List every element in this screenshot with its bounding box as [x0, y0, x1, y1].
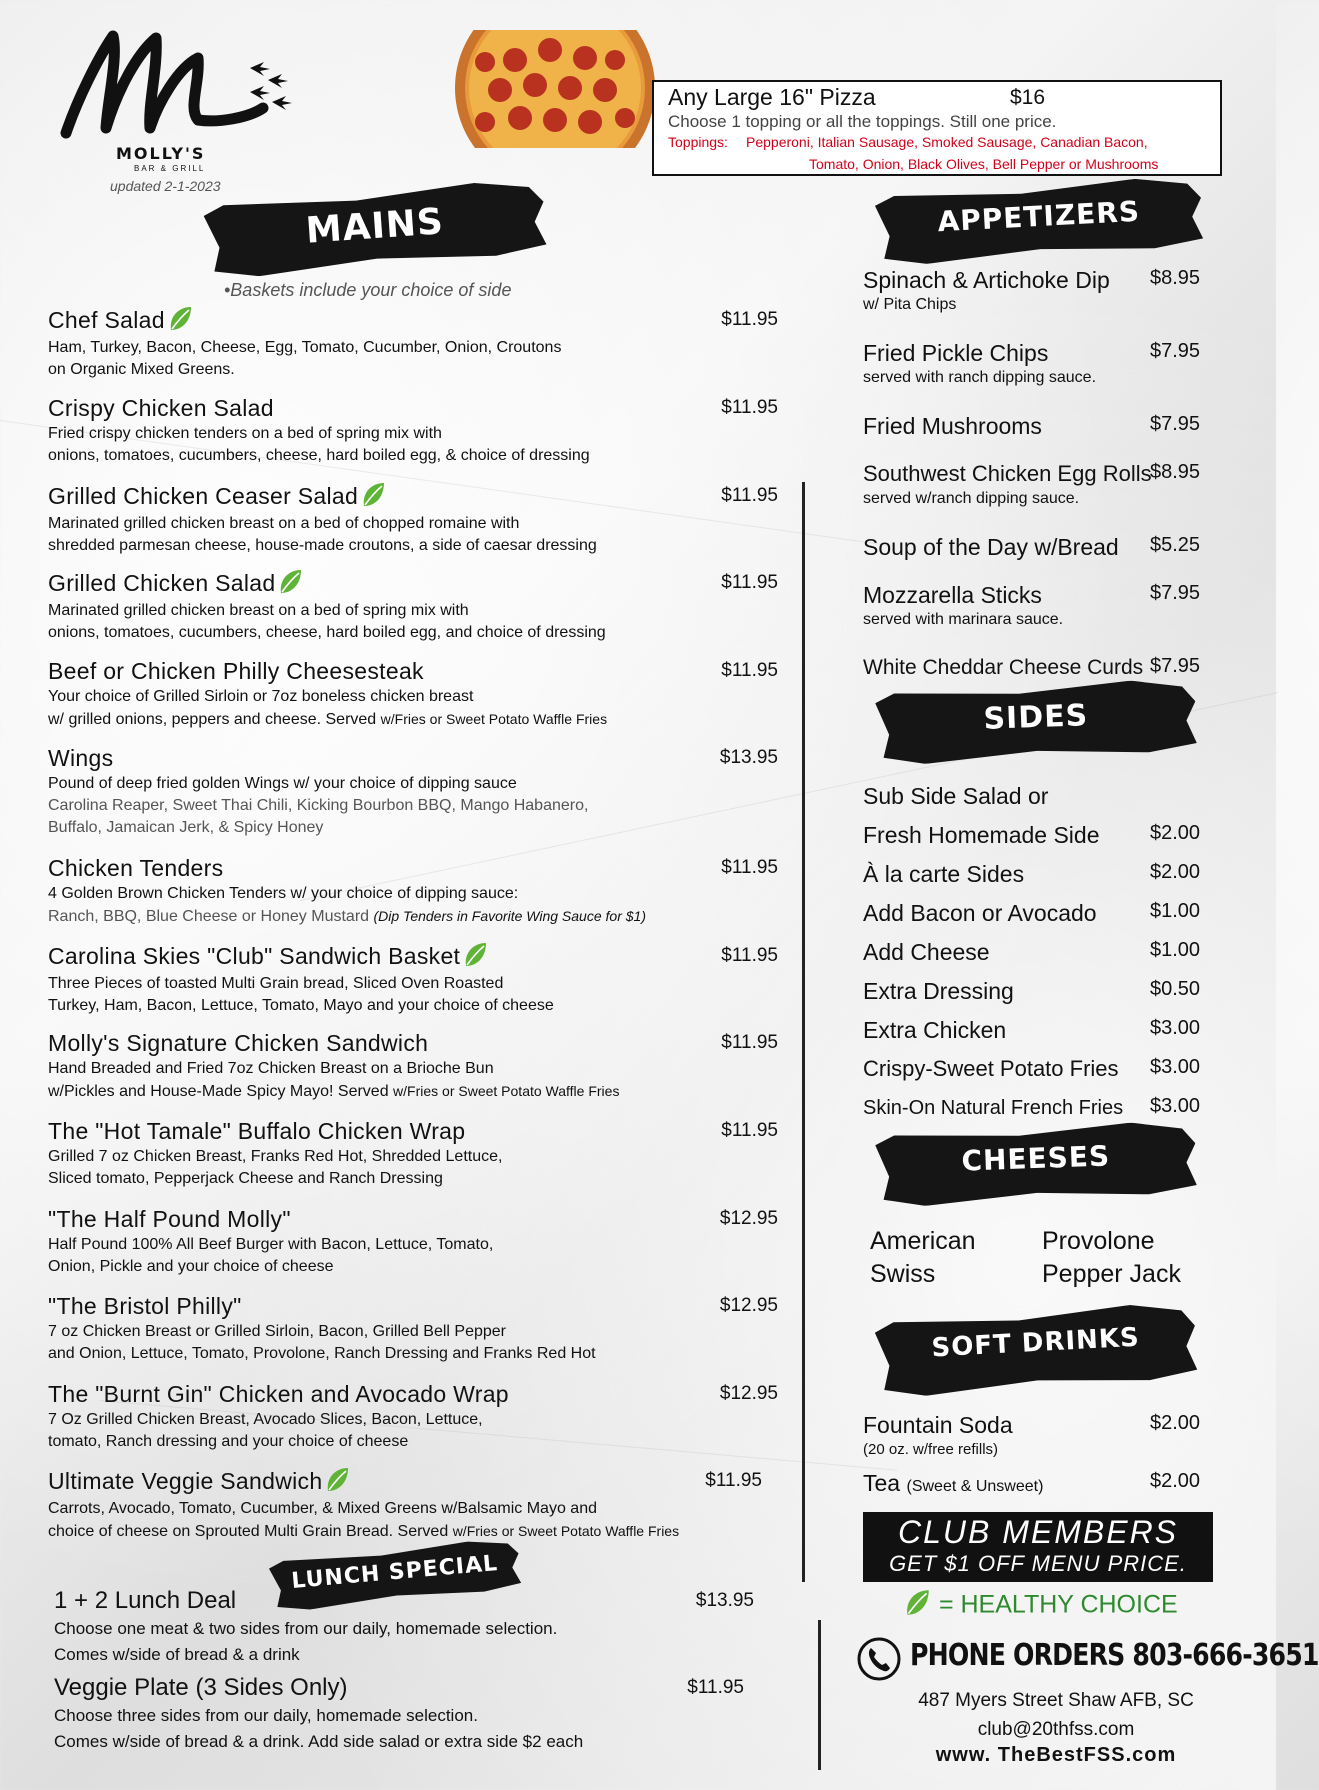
item-description-2: choice of cheese on Sprouted Multi Grain Bread. Served	[48, 1522, 449, 1540]
item-description: served with marinara sauce.	[863, 611, 1064, 628]
item-name: Southwest Chicken Egg Rolls	[863, 461, 1152, 486]
soft-drinks-banner	[874, 1302, 1198, 1399]
item-description-2: and Onion, Lettuce, Tomato, Provolone, Ranch Dressing and Franks Red Hot	[48, 1345, 596, 1362]
soft-drinks-heading: SOFT DRINKS	[930, 1322, 1141, 1364]
item-description-1: 4 Golden Brown Chicken Tenders w/ your choice of dipping sauce:	[48, 885, 519, 902]
item-name: Fried Mushrooms	[863, 413, 1042, 439]
toppings-label: Toppings:	[668, 134, 728, 150]
item-name: Tea	[863, 1470, 901, 1496]
item-price: $13.95	[695, 1590, 754, 1611]
club-members-title: CLUB MEMBERS	[897, 1514, 1179, 1550]
item-note: (20 oz. w/free refills)	[863, 1441, 999, 1458]
healthy-leaf-icon	[324, 1465, 350, 1495]
side-add-cheese	[863, 937, 1213, 967]
item-description: w/ Pita Chips	[863, 296, 957, 313]
mains-baskets-note: •Baskets include your choice of side	[224, 280, 512, 300]
menu-item-club-sandwich	[48, 941, 778, 1017]
item-price: $2.00	[1150, 861, 1201, 883]
side-sweet-potato-fries	[863, 1054, 1213, 1084]
item-price: $11.95	[721, 857, 778, 878]
menu-item-chicken-tenders	[48, 853, 778, 928]
healthy-leaf-icon	[167, 304, 193, 334]
wing-sauces-line-2: Buffalo, Jamaican Jerk, & Spicy Honey	[48, 819, 324, 836]
side-a-la-carte	[863, 859, 1213, 889]
toppings-list-line-1: Pepperoni, Italian Sausage, Smoked Sausage, Canadian Bacon,	[746, 134, 1148, 150]
item-price: $3.00	[1150, 1056, 1201, 1078]
drink-tea	[863, 1468, 1213, 1502]
item-name: Grilled Chicken Ceaser Salad	[48, 483, 359, 509]
item-name: Extra Chicken	[863, 1017, 1007, 1043]
item-name: Spinach & Artichoke Dip	[863, 267, 1110, 293]
item-description-1: Half Pound 100% All Beef Burger with Bacon, Lettuce, Tomato,	[48, 1236, 494, 1253]
appetizer-fried-pickle-chips	[863, 338, 1213, 388]
pizza-title: Any Large 16" Pizza	[668, 84, 876, 110]
menu-item-burnt-gin-wrap	[48, 1379, 778, 1453]
item-price: $11.95	[705, 1470, 762, 1491]
item-price: $11.95	[721, 485, 778, 506]
mollys-logo	[58, 28, 308, 198]
item-price: $7.95	[1150, 413, 1201, 435]
item-price: $7.95	[1150, 655, 1201, 677]
item-description-2: shredded parmesan cheese, house-made croutons, a side of caesar dressing	[48, 536, 597, 554]
item-price: $12.95	[719, 1208, 778, 1229]
address: 487 Myers Street Shaw AFB, SC	[918, 1690, 1194, 1711]
menu-item-wings	[48, 743, 778, 839]
menu-item-signature-chicken-sandwich	[48, 1028, 778, 1103]
item-price: $2.00	[1150, 822, 1201, 844]
item-price: $11.95	[721, 945, 778, 966]
item-price: $5.25	[1150, 534, 1201, 556]
side-fresh-homemade	[863, 820, 1213, 850]
brand-subtitle: BAR & GRILL	[134, 164, 206, 173]
item-name: Chicken Tenders	[48, 855, 224, 881]
item-name: Fried Pickle Chips	[863, 340, 1049, 366]
item-price: $3.00	[1150, 1017, 1201, 1039]
item-name: Extra Dressing	[863, 978, 1014, 1004]
item-description-2: on Organic Mixed Greens.	[48, 360, 235, 378]
pizza-price: $16	[1010, 86, 1046, 109]
menu-item-grilled-chicken-salad	[48, 568, 778, 644]
item-price: $8.95	[1150, 267, 1201, 289]
sides-banner	[875, 678, 1197, 765]
item-price: $8.95	[1150, 461, 1201, 483]
jets-icon	[250, 62, 292, 110]
sides-heading: SIDES	[982, 698, 1089, 737]
item-name: Add Cheese	[863, 939, 990, 965]
item-name: Add Bacon or Avocado	[863, 900, 1097, 926]
item-note: (Sweet & Unsweet)	[906, 1478, 1044, 1495]
item-name: Beef or Chicken Philly Cheesesteak	[48, 658, 424, 684]
item-price: $11.95	[721, 572, 778, 593]
item-description-2: onions, tomatoes, cucumbers, cheese, hard boiled egg, and choice of dressing	[48, 623, 606, 641]
item-description: served with ranch dipping sauce.	[863, 369, 1097, 386]
item-description-1: Three Pieces of toasted Multi Grain bread, Sliced Oven Roasted	[48, 974, 504, 992]
appetizer-spinach-artichoke-dip	[863, 265, 1213, 315]
item-description-1: Pound of deep fried golden Wings w/ your choice of dipping sauce	[48, 775, 517, 792]
menu-item-bristol-philly	[48, 1291, 778, 1365]
phone-icon	[856, 1636, 902, 1682]
updated-date: updated 2-1-2023	[110, 178, 221, 194]
item-description-1: Grilled 7 oz Chicken Breast, Franks Red Hot, Shredded Lettuce,	[48, 1148, 503, 1165]
item-name: Grilled Chicken Salad	[48, 570, 276, 596]
item-description-1: 7 Oz Grilled Chicken Breast, Avocado Slices, Bacon, Lettuce,	[48, 1411, 483, 1428]
item-price: $11.95	[721, 1120, 778, 1141]
item-price: $11.95	[687, 1677, 744, 1698]
item-name: Molly's Signature Chicken Sandwich	[48, 1030, 429, 1056]
item-description-2: Turkey, Ham, Bacon, Lettuce, Tomato, Mayo and your choice of cheese	[48, 996, 554, 1014]
item-name: The "Hot Tamale" Buffalo Chicken Wrap	[48, 1118, 466, 1144]
side-sub-side-salad	[863, 781, 1213, 811]
menu-item-half-pound-molly	[48, 1204, 778, 1278]
item-price: $11.95	[721, 309, 778, 330]
website-link[interactable]: www. TheBestFSS.com	[935, 1744, 1177, 1766]
item-price: $1.00	[1150, 900, 1201, 922]
item-name: Crispy-Sweet Potato Fries	[863, 1056, 1119, 1081]
item-name: Veggie Plate (3 Sides Only)	[54, 1674, 348, 1701]
item-description-1: 7 oz Chicken Breast or Grilled Sirloin, Bacon, Grilled Bell Pepper	[48, 1323, 506, 1340]
item-description-2: Comes w/side of bread & a drink	[54, 1645, 300, 1664]
item-name: White Cheddar Cheese Curds	[863, 656, 1144, 679]
item-description-2: Onion, Pickle and your choice of cheese	[48, 1258, 334, 1275]
cheeses-heading: CHEESES	[960, 1139, 1111, 1178]
m-logo-mark	[58, 28, 308, 148]
item-name: 1 + 2 Lunch Deal	[54, 1587, 237, 1614]
item-price: $13.95	[719, 747, 778, 768]
contact-block	[856, 1632, 1319, 1768]
item-description-2: w/ grilled onions, peppers and cheese. Served	[48, 711, 377, 728]
healthy-leaf-icon	[902, 1587, 932, 1619]
wing-sauces-line-1: Carolina Reaper, Sweet Thai Chili, Kicking Bourbon BBQ, Mango Habanero,	[48, 797, 589, 814]
phone-orders[interactable]: PHONE ORDERS 803-666-3651	[910, 1638, 1319, 1673]
item-name: Crispy Chicken Salad	[48, 395, 274, 421]
item-description-1: Fried crispy chicken tenders on a bed of spring mix with	[48, 425, 442, 442]
item-name: Chef Salad	[48, 307, 165, 333]
item-description-side-note: w/Fries or Sweet Potato Waffle Fries	[380, 711, 608, 727]
item-name: À la carte Sides	[863, 861, 1025, 887]
item-name: Sub Side Salad or	[863, 783, 1049, 809]
menu-item-crispy-chicken-salad	[48, 393, 778, 467]
healthy-choice-label: = HEALTHY CHOICE	[938, 1590, 1178, 1619]
item-price: $12.95	[719, 1295, 778, 1316]
lunch-special-heading: LUNCH SPECIAL	[290, 1551, 500, 1594]
item-price: $0.50	[1150, 978, 1201, 1000]
cheese-provolone: Provolone	[1042, 1227, 1155, 1255]
item-description-1: Your choice of Grilled Sirloin or 7oz boneless chicken breast	[48, 688, 474, 705]
item-description-1: Ham, Turkey, Bacon, Cheese, Egg, Tomato, Cucumber, Onion, Croutons	[48, 338, 562, 356]
item-price: $11.95	[721, 660, 778, 681]
item-price: $2.00	[1150, 1412, 1201, 1434]
item-description-side-note: w/Fries or Sweet Potato Waffle Fries	[452, 1522, 680, 1539]
item-price: $1.00	[1150, 939, 1201, 961]
item-description-2: tomato, Ranch dressing and your choice of cheese	[48, 1433, 409, 1450]
toppings-list-line-2: Tomato, Onion, Black Olives, Bell Pepper or Mushrooms	[809, 156, 1159, 172]
appetizers-heading: APPETIZERS	[936, 194, 1141, 239]
item-price: $11.95	[721, 397, 778, 418]
healthy-choice-legend	[900, 1590, 1178, 1622]
item-description-2: Sliced tomato, Pepperjack Cheese and Ranch Dressing	[48, 1170, 443, 1187]
cheeses-banner	[875, 1120, 1197, 1207]
side-french-fries	[863, 1093, 1213, 1123]
healthy-leaf-icon	[277, 567, 303, 597]
item-description-1: Carrots, Avocado, Tomato, Cucumber, & Mixed Greens w/Balsamic Mayo and	[48, 1499, 597, 1517]
dipping-sauces: Ranch, BBQ, Blue Cheese or Honey Mustard	[48, 908, 370, 925]
item-price: $2.00	[1150, 1470, 1201, 1492]
item-name: Ultimate Veggie Sandwich	[48, 1468, 323, 1494]
side-extra-chicken	[863, 1015, 1213, 1045]
menu-item-hot-tamale-wrap	[48, 1116, 778, 1190]
item-name: "The Bristol Philly"	[48, 1293, 242, 1319]
email[interactable]: club@20thfss.com	[977, 1719, 1135, 1740]
item-price: $11.95	[721, 1032, 778, 1053]
menu-item-chef-salad	[48, 305, 778, 381]
club-members-discount: GET $1 OFF MENU PRICE.	[889, 1551, 1187, 1576]
item-description-1: Choose one meat & two sides from our daily, homemade selection.	[54, 1619, 558, 1638]
appetizer-fried-mushrooms	[863, 411, 1213, 441]
item-price: $7.95	[1150, 582, 1201, 604]
menu-item-ultimate-veggie-sandwich	[48, 1466, 778, 1543]
mains-heading: MAINS	[304, 201, 446, 252]
item-name: Skin-On Natural French Fries	[863, 1097, 1124, 1119]
item-description-1: Hand Breaded and Fried 7oz Chicken Breast on a Brioche Bun	[48, 1060, 494, 1077]
menu-item-grilled-chicken-ceaser-salad	[48, 481, 778, 557]
item-name: Mozzarella Sticks	[863, 582, 1042, 608]
side-extra-dressing	[863, 976, 1213, 1006]
item-description-1: Choose three sides from our daily, homemade selection.	[54, 1706, 478, 1725]
appetizer-soup-of-the-day	[863, 532, 1213, 562]
healthy-leaf-icon	[462, 940, 488, 970]
item-description-2: Comes w/side of bread & a drink. Add side salad or extra side $2 each	[54, 1732, 584, 1751]
brand-name: MOLLY'S	[116, 144, 206, 163]
appetizer-mozzarella-sticks	[863, 580, 1213, 630]
lunch-item-veggie-plate	[54, 1673, 754, 1755]
item-name: Carolina Skies "Club" Sandwich Basket	[48, 943, 461, 969]
cheese-american: American	[870, 1227, 976, 1255]
appetizer-cheese-curds	[863, 653, 1213, 683]
pizza-offer-box	[652, 80, 1222, 176]
item-price: $3.00	[1150, 1095, 1201, 1117]
item-description-2: onions, tomatoes, cucumbers, cheese, hard boiled egg, & choice of dressing	[48, 447, 590, 464]
menu-item-philly-cheesesteak	[48, 656, 778, 731]
item-description-1: Marinated grilled chicken breast on a bed of spring mix with	[48, 601, 469, 619]
contact-divider	[818, 1620, 821, 1770]
appetizer-southwest-egg-rolls	[863, 459, 1213, 509]
appetizers-banner	[874, 176, 1203, 267]
pizza-image	[445, 30, 665, 148]
item-description: served w/ranch dipping sauce.	[863, 490, 1080, 507]
item-price: $12.95	[719, 1383, 778, 1404]
lunch-item-1-2-deal	[54, 1586, 754, 1668]
healthy-leaf-icon	[360, 480, 386, 510]
item-description-side-note: w/Fries or Sweet Potato Waffle Fries	[393, 1083, 620, 1099]
pizza-description: Choose 1 topping or all the toppings. Still one price.	[668, 112, 1057, 131]
item-name: The "Burnt Gin" Chicken and Avocado Wrap	[48, 1381, 509, 1407]
drink-fountain-soda	[863, 1410, 1213, 1460]
cheese-pepper-jack: Pepper Jack	[1042, 1260, 1181, 1288]
item-name: Fresh Homemade Side	[863, 822, 1100, 848]
wing-sauce-upcharge-note: (Dip Tenders in Favorite Wing Sauce for $1)	[373, 908, 646, 924]
item-price: $7.95	[1150, 340, 1201, 362]
item-description-2: w/Pickles and House-Made Spicy Mayo! Served	[48, 1083, 389, 1100]
item-name: Soup of the Day w/Bread	[863, 534, 1119, 560]
item-name: Wings	[48, 745, 114, 771]
cheese-swiss: Swiss	[870, 1260, 936, 1288]
item-name: Fountain Soda	[863, 1412, 1013, 1438]
item-description-1: Marinated grilled chicken breast on a bed of chopped romaine with	[48, 514, 520, 532]
club-members-box	[863, 1512, 1213, 1582]
item-name: "The Half Pound Molly"	[48, 1206, 291, 1232]
column-divider	[802, 482, 805, 1582]
side-add-bacon-avocado	[863, 898, 1213, 928]
